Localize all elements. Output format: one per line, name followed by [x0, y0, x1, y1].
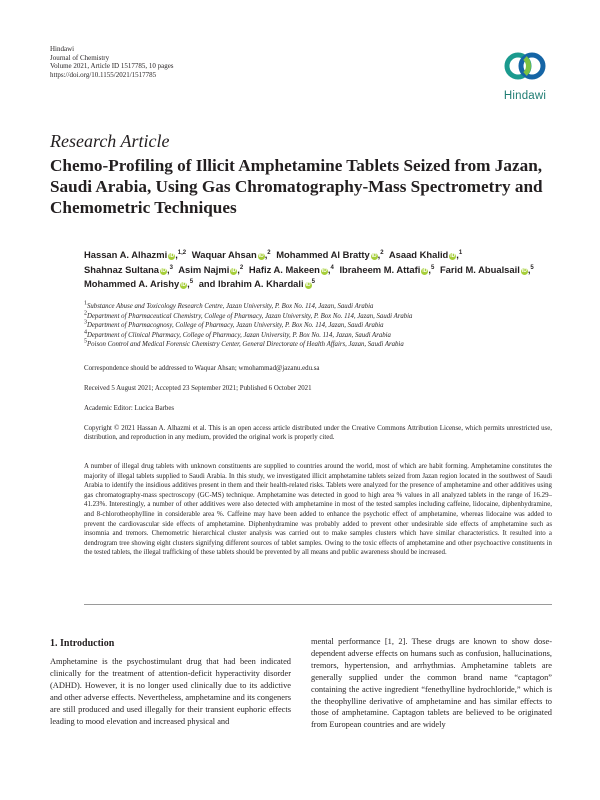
copyright-notice: Copyright © 2021 Hassan A. Alhazmi et al. This is an open access article distributed under the Creative Commons Attribution License, which permits unrestricted use, distribution, and reproduction in any medium, provided the original work is properly cited. — [84, 425, 552, 442]
orcid-icon[interactable]: iD — [321, 267, 327, 274]
doi-link[interactable]: https://doi.org/10.1155/2021/1517785 — [50, 70, 157, 79]
article-type: Research Article — [50, 131, 170, 151]
author-name: Hafiz A. Makeen iD,$^4$ — [248, 263, 334, 275]
author-affiliation-sup: 1,2 — [177, 249, 187, 256]
author-name-text: Asaad Khalid — [388, 249, 449, 260]
affiliation-text: Substance Abuse and Toxicology Research Centre, Jazan University, P. Box No. 114, Jazan, Saudi Arabia — [87, 303, 374, 310]
intro-text-left-column: Amphetamine is the psychostimulant drug that had been indicated clinically for the treatment of attention-deficit hyperactivity disorder (ADHD). However, it is no longer used clinically due to its addictive and other adverse effects. Nevertheless, amphetamine and its congeners are still produced and used illegally for their transient euphoric effects leading to mood elevation and increased physical and — [50, 657, 291, 726]
author-affiliation-sup: 1 — [458, 249, 463, 256]
section-heading-introduction: 1. Introduction — [50, 638, 115, 649]
author-name: Ibraheem M. Attafi iD,$^5$ — [339, 263, 435, 275]
author-name: Waquar Ahsan iD,$^2$ — [191, 249, 271, 260]
author-name: Shahnaz Sultana iD,$^3$ — [84, 263, 173, 275]
author-affiliation-sup: 5 — [530, 264, 534, 271]
author-name-text: Waquar Ahsan — [191, 249, 257, 260]
intro-text-right-column: mental performance [1, 2]. These drugs are known to show dose-dependent adverse effects on humans such as confusion, hallucinations, tremors, hypertension, and arrhythmias. Amphetamine tablets are generally supplied under the common brand name “captagon” containing the active ingredient “fenethylline hydrochloride,” which is the theophylline derivative of amphetamine and has similar effects to those of amphetamine. Captagon tablets are believed to be originated from European countries and are widely — [311, 637, 552, 730]
affiliation-item — [84, 321, 554, 331]
affiliation-text: Department of Pharmacognosy, College of Pharmacy, Jazan University, P. Box No. 114, Jazan, Saudi Arabia — [87, 322, 384, 330]
affiliation-text: Department of Clinical Pharmacy, College of Pharmacy, Jazan University, P. Box No. 114, Jazan, Saudi Arabia — [87, 331, 391, 339]
affiliation-text: Department of Pharmaceutical Chemistry, College of Pharmacy, Jazan University, P. Box No. 114, Jazan, Saudi Arabia — [87, 312, 413, 320]
author-name-text: and Ibrahim A. Khardali — [198, 278, 304, 290]
author-name: Farid M. Abualsail iD,$^5$ — [439, 263, 534, 275]
author-list — [84, 248, 554, 292]
author-name-text: Mohammed Al Bratty — [276, 249, 370, 260]
affiliation-number: 1 — [84, 300, 87, 307]
orcid-icon[interactable]: iD — [161, 267, 167, 274]
author-name-text: Hassan A. Alhazmi — [84, 249, 168, 260]
author-affiliation-sup: 2 — [267, 249, 271, 256]
author-affiliation-sup: 3 — [169, 264, 173, 271]
divider — [84, 604, 552, 605]
correspondence: Correspondence should be addressed to Waquar Ahsan; wmohammad@jazanu.edu.sa — [84, 365, 320, 372]
affiliation-number: 3 — [84, 319, 87, 326]
author-name: Mohammed Al Bratty iD,$^2$ — [276, 249, 384, 260]
publication-dates: Received 5 August 2021; Accepted 23 September 2021; Published 6 October 2021 — [84, 385, 312, 392]
author-name: Asim Najmi iD,$^2$ — [178, 263, 244, 275]
hindawi-logo — [492, 46, 558, 106]
author-name — [199, 278, 315, 289]
author-name: Mohammed A. Arishy iD,$^5$ — [84, 278, 194, 290]
affiliation-number: 5 — [84, 339, 87, 346]
author-affiliation-sup: 2 — [239, 264, 244, 271]
author-name-text: Ibraheem M. Attafi — [339, 263, 421, 275]
orcid-icon[interactable]: iD — [258, 253, 264, 259]
orcid-icon[interactable]: iD — [422, 267, 428, 274]
author-name-text: Asim Najmi — [178, 263, 230, 275]
hindawi-logo-icon — [503, 46, 547, 86]
abstract: A number of illegal drug tablets with unknown constituents are supplied to countries around the world, most of which are habit forming. Amphetamine constitutes the majority of illegal tablets supplied to Saudi Arabia. In this study, we investigated illicit amphetamine tablets seized from Jazan region located in the southwest of Saudi Arabia to identify the insidious additives present in them and their health-related risks. Tablets were analyzed for the presence of amphetamine and other additives using gas chromatography-mass spectroscopy (GC-MS) technique. Amphetamine was detected in good to high area % values in all analyzed tablets in the range of 16.29–41.23%. Interestingly, a number of other additives were also detected with amphetamine in most of the tested samples including caffeine, lidocaine, diphenhydramine, and 8-chlorotheophylline in considerable area %. Caffeine may have been added to enhance the psychotic effect of amphetamine, whereas lidocaine was added to prevent the cardiovascular side effects of amphetamine. Diphenhydramine was probably added to prevent other undesirable side effects of amphetamine such as insomnia and tremors. Chemometric hierarchical cluster analysis was carried out to make samples clusters which have similar characteristics. It resulted into a dendrogram tree showing eight clusters signifying different sources of tablet samples. Owing to the toxic effects of amphetamine and other psychoactive constituents in the tested tablets, the illegal trafficking of these tablets should be prevented by all means and public awareness should be increased. — [84, 463, 552, 557]
affiliation-text: Poison Control and Medical Forensic Chemistry Center, General Directorate of Health Affairs, Jazan, Saudi Arabia — [87, 341, 404, 349]
author-affiliation-sup: 5 — [430, 264, 435, 271]
orcid-icon[interactable]: iD — [169, 253, 175, 259]
affiliation-number: 4 — [84, 329, 87, 336]
paper-title: Chemo-Profiling of Illicit Amphetamine Tablets Seized from Jazan, Saudi Arabia, Using Gas Chromatography-Mass Spectrometry and Chemometric Techniques — [50, 156, 543, 217]
author-affiliation-sup: 2 — [380, 249, 384, 256]
author-name: Asaad Khalid iD,$^1$ — [388, 249, 463, 260]
affiliation-list — [84, 302, 554, 350]
affiliation-item — [84, 340, 554, 350]
affiliation-item — [84, 331, 554, 341]
volume-line: Volume 2021, Article ID 1517785, 10 pages — [50, 62, 174, 71]
affiliation-item — [84, 312, 554, 322]
orcid-icon[interactable]: iD — [371, 253, 377, 259]
orcid-icon[interactable]: iD — [305, 282, 311, 289]
journal-name: Journal of Chemistry — [50, 53, 110, 62]
journal-meta — [50, 45, 174, 79]
orcid-icon[interactable]: iD — [521, 267, 527, 274]
author-affiliation-sup: 5 — [189, 279, 194, 286]
orcid-icon[interactable]: iD — [231, 267, 237, 274]
affiliation-item — [84, 302, 554, 312]
author-name-text: Farid M. Abualsail — [439, 263, 520, 275]
hindawi-logo-text: Hindawi — [503, 90, 547, 102]
academic-editor: Academic Editor: Lucica Barbes — [84, 405, 175, 412]
orcid-icon[interactable]: iD — [181, 282, 187, 289]
author-name-text: Mohammed A. Arishy — [84, 278, 180, 290]
author-name-text: Shahnaz Sultana — [84, 263, 160, 275]
affiliation-number: 2 — [84, 310, 87, 317]
author-name: Hassan A. Alhazmi iD,$^{1,2}$ — [84, 249, 187, 260]
author-name-text: Hafiz A. Makeen — [248, 263, 320, 275]
publisher-name: Hindawi — [50, 45, 75, 53]
author-affiliation-sup: 4 — [330, 264, 334, 271]
author-affiliation-sup: 5 — [311, 279, 315, 286]
orcid-icon[interactable]: iD — [450, 253, 456, 259]
